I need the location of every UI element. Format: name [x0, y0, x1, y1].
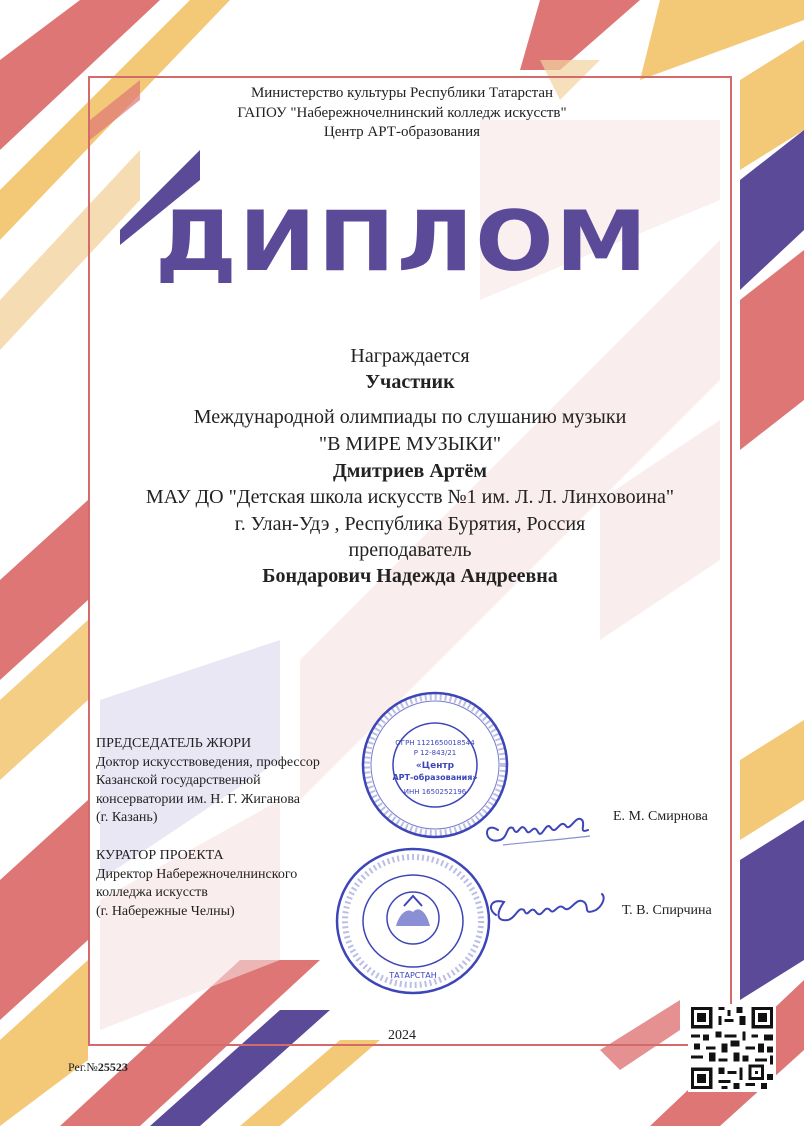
- jury-line2: Казанской государственной: [96, 773, 261, 788]
- center-line: Центр АРТ-образования: [323, 124, 481, 140]
- diploma-title: ДИПЛОМ: [154, 193, 650, 290]
- award-status: Участник: [365, 371, 455, 393]
- year: 2024: [388, 1028, 416, 1043]
- qr-code-icon[interactable]: [688, 1004, 776, 1092]
- teacher-label: преподаватель: [348, 539, 472, 561]
- curator-line1: Директор Набережночелнинского: [96, 867, 298, 882]
- registration-number: [68, 1060, 128, 1075]
- college-line: ГАПОУ "Набережночелнинский колледж искусств": [237, 105, 567, 121]
- location: г. Улан-Удэ , Республика Бурятия, Россия: [234, 513, 586, 535]
- stamp-reg: Р 12-843/21: [413, 749, 457, 757]
- jury-signature: [478, 800, 598, 860]
- jury-signer-name: Е. М. Смирнова: [613, 809, 708, 824]
- college-stamp: [334, 846, 492, 996]
- stamp-center-text1: «Центр: [415, 761, 455, 771]
- awarded-label: Награждается: [350, 345, 470, 367]
- jury-line4: (г. Казань): [96, 810, 158, 825]
- event-description: Международной олимпиады по слушанию музыки: [193, 406, 627, 428]
- ministry-line: Министерство культуры Республики Татарстан: [250, 85, 554, 101]
- event-name: "В МИРЕ МУЗЫКИ": [318, 433, 502, 455]
- stamp-ogrn: ОГРН 1121650018544: [395, 739, 475, 747]
- curator-signature: [484, 880, 614, 940]
- stamp-center-text2: АРТ-образования»: [392, 773, 478, 782]
- school-name: МАУ ДО "Детская школа искусств №1 им. Л. Л. Линховоина": [145, 486, 675, 508]
- reg-label: Рег.№: [68, 1060, 98, 1074]
- curator-line3: (г. Набережные Челны): [96, 904, 235, 919]
- teacher-name: Бондарович Надежда Андреевна: [262, 565, 558, 587]
- curator-line2: колледжа искусств: [96, 885, 208, 900]
- curator-heading: КУРАТОР ПРОЕКТА: [96, 848, 224, 863]
- jury-line1: Доктор искусствоведения, профессор: [96, 755, 320, 770]
- stamp-inn: ИНН 1650252196: [403, 788, 467, 796]
- curator-signer-name: Т. В. Спирчина: [622, 903, 712, 918]
- participant-name: Дмитриев Артём: [333, 460, 487, 482]
- jury-line3: консерватории им. Н. Г. Жиганова: [96, 792, 300, 807]
- jury-heading: ПРЕДСЕДАТЕЛЬ ЖЮРИ: [96, 736, 252, 751]
- stamp2-ring-text: ТАТАРСТАН: [389, 971, 437, 980]
- reg-number: 25523: [97, 1060, 128, 1074]
